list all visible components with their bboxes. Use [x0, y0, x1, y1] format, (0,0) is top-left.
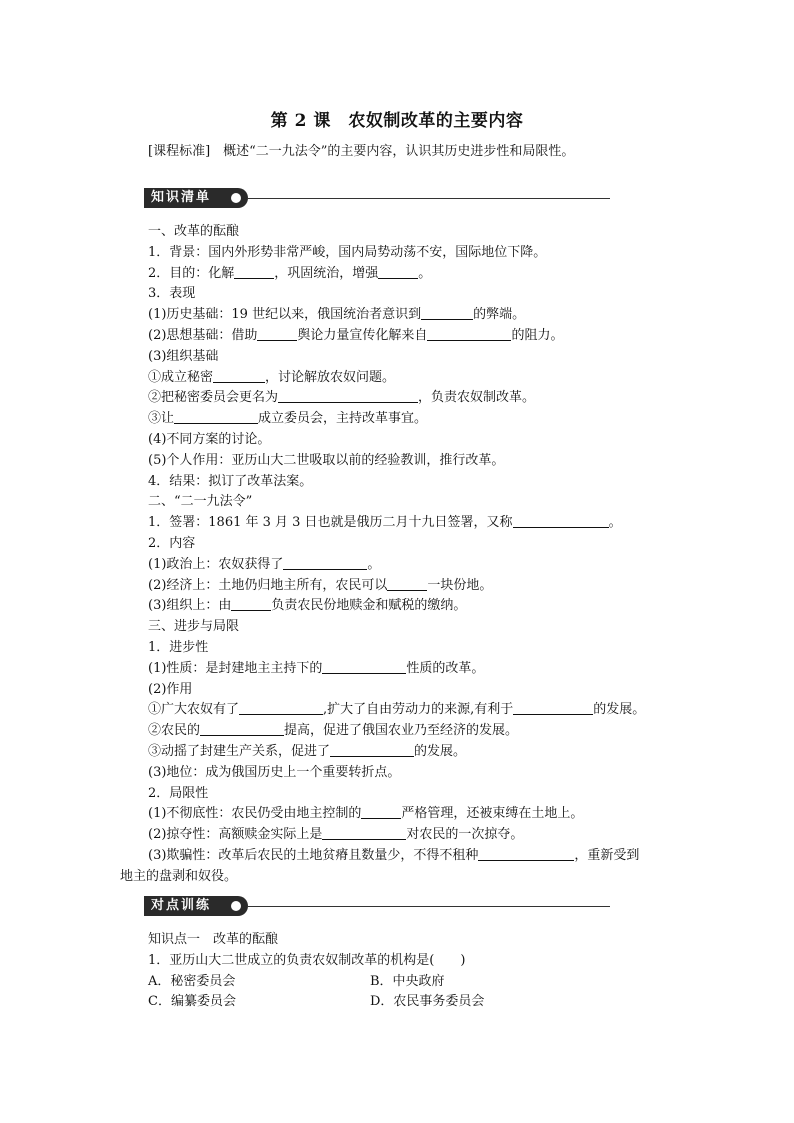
text-line [148, 513, 688, 534]
banner-label: 知识清单 [151, 190, 212, 205]
text-line [120, 867, 688, 888]
dot-icon [231, 193, 241, 203]
text-line [148, 409, 688, 430]
line-text: 负责农民份地赎金和赋税的缴纳。 [271, 598, 467, 614]
page-title: 第 2 课 农奴制改革的主要内容 [270, 111, 524, 131]
fill-in-blank[interactable] [322, 659, 406, 674]
fill-in-blank[interactable] [322, 825, 406, 840]
knowledge-list [120, 222, 688, 888]
line-text: 1．背景：国内外形势非常严峻，国内局势动荡不安，国际地位下降。 [148, 244, 547, 260]
text-line [148, 305, 688, 326]
practice-section [148, 930, 688, 1013]
line-text: (2)掠夺性：高额赎金实际上是 [148, 827, 323, 843]
fill-in-blank[interactable] [234, 264, 274, 279]
text-line [148, 430, 688, 451]
text-line [148, 264, 688, 285]
line-text: ，重新受到 [574, 847, 640, 863]
line-text: ③让 [148, 411, 175, 427]
text-line [148, 742, 688, 763]
line-text: ①成立秘密 [148, 369, 214, 385]
text-line [148, 784, 688, 805]
line-text: ②把秘密委员会更名为 [148, 390, 279, 406]
text-line [148, 825, 688, 846]
line-text: (3)地位：成为俄国历史上一个重要转折点。 [148, 764, 401, 780]
line-text: ①广大农奴有了 [148, 702, 240, 718]
line-text: ,扩大了自由劳动力的来源,有利于 [323, 702, 514, 718]
text-line [148, 596, 688, 617]
line-text: 。 [418, 265, 432, 281]
fill-in-blank[interactable] [421, 305, 473, 320]
options-row [148, 972, 688, 993]
line-text: 2．目的：化解 [148, 265, 235, 281]
option-c[interactable]: C．编纂委员会 [148, 994, 236, 1010]
text-line [148, 700, 688, 721]
line-text: 2．内容 [148, 535, 196, 551]
line-text: 1．进步性 [148, 639, 209, 655]
divider [248, 198, 610, 199]
fill-in-blank[interactable] [330, 742, 414, 757]
line-text: 的发展。 [593, 702, 646, 718]
line-text: ②农民的 [148, 723, 201, 739]
text-line [148, 472, 688, 493]
question-stem: 1．亚历山大二世成立的负责农奴制改革的机构是( ) [148, 952, 466, 968]
line-text: (1)性质：是封建地主主持下的 [148, 660, 323, 676]
line-text: 对农民的一次掠夺。 [406, 827, 524, 843]
line-text: 的发展。 [414, 743, 467, 759]
fill-in-blank[interactable] [283, 555, 367, 570]
line-text: 一块份地。 [427, 577, 493, 593]
fill-in-blank[interactable] [200, 721, 284, 736]
text-line [148, 576, 688, 597]
line-text: (2)作用 [148, 681, 193, 697]
text-line [148, 763, 688, 784]
line-text: (3)欺骗性：改革后农民的土地贫瘠且数量少，不得不租种 [148, 847, 479, 863]
text-line [148, 555, 688, 576]
text-line [148, 492, 688, 513]
fill-in-blank[interactable] [378, 264, 418, 279]
text-line [148, 804, 688, 825]
text-line [148, 659, 688, 680]
line-text: 一、改革的酝酿 [148, 224, 240, 239]
text-line [148, 368, 688, 389]
text-line [148, 284, 688, 305]
fill-in-blank[interactable] [513, 513, 609, 528]
text-line [148, 680, 688, 701]
fill-in-blank[interactable] [387, 576, 427, 591]
line-text: 舆论力量宣传化解来自 [297, 327, 428, 343]
option-b[interactable]: B．中央政府 [370, 973, 445, 989]
fill-in-blank[interactable] [361, 804, 401, 819]
line-text: 严格管理，还被束缚在土地上。 [401, 806, 584, 822]
line-text: 1．签署：1861 年 3 月 3 日也就是俄历二月十九日签署，又称 [148, 515, 513, 531]
line-text: 提高，促进了俄国农业乃至经济的发展。 [284, 723, 519, 739]
line-text: ，巩固统治，增强 [274, 265, 379, 281]
line-text: (4)不同方案的讨论。 [148, 431, 271, 447]
text-line [148, 617, 688, 638]
fill-in-blank[interactable] [427, 326, 511, 341]
line-text: (5)个人作用：亚历山大二世吸取以前的经验教训，推行改革。 [148, 452, 505, 468]
course-standard: [课程标准] 概述“二一九法令”的主要内容，认识其历史进步性和局限性。 [148, 144, 575, 159]
text-line [148, 638, 688, 659]
line-text: (2)思想基础：借助 [148, 327, 258, 343]
dot-icon [231, 901, 241, 911]
line-text: 。 [608, 515, 622, 531]
line-text: 。 [367, 556, 381, 572]
text-line [148, 721, 688, 742]
line-text: (1)政治上：农奴获得了 [148, 556, 284, 572]
fill-in-blank[interactable] [239, 700, 323, 715]
fill-in-blank[interactable] [231, 596, 271, 611]
options-row [148, 992, 688, 1013]
text-line [148, 222, 688, 243]
line-text: 性质的改革。 [406, 660, 485, 676]
text-line [148, 451, 688, 472]
fill-in-blank[interactable] [278, 388, 418, 403]
option-a[interactable]: A．秘密委员会 [148, 973, 236, 989]
text-line [148, 326, 688, 347]
line-text: ，负责农奴制改革。 [418, 390, 536, 406]
line-text: 地主的盘剥和奴役。 [120, 868, 238, 884]
line-text: 三、进步与局限 [148, 619, 240, 635]
line-text: 成立委员会，主持改革事宜。 [258, 411, 428, 427]
option-d[interactable]: D．农民事务委员会 [370, 994, 485, 1010]
fill-in-blank[interactable] [257, 326, 297, 341]
line-text: 二、“二一九法令” [148, 494, 253, 510]
fill-in-blank[interactable] [513, 700, 593, 715]
line-text: ③动摇了封建生产关系，促进了 [148, 743, 331, 759]
line-text: (3)组织上：由 [148, 598, 232, 614]
text-line [148, 846, 688, 867]
text-line [148, 534, 688, 555]
fill-in-blank[interactable] [478, 846, 574, 861]
line-text: (1)历史基础：19 世纪以来，俄国统治者意识到 [148, 307, 422, 323]
line-text: (2)经济上：土地仍归地主所有，农民可以 [148, 577, 388, 593]
text-line [148, 388, 688, 409]
text-line [148, 243, 688, 264]
divider [248, 906, 610, 907]
knowledge-point-heading: 知识点一 改革的酝酿 [148, 932, 279, 947]
line-text: 2．局限性 [148, 785, 209, 801]
fill-in-blank[interactable] [174, 409, 258, 424]
line-text: (1)不彻底性：农民仍受由地主控制的 [148, 806, 362, 822]
line-text: 的弊端。 [473, 307, 526, 323]
line-text: (3)组织基础 [148, 348, 219, 364]
line-text: 3．表现 [148, 286, 196, 302]
banner-label: 对点训练 [151, 898, 212, 913]
line-text: ，讨论解放农奴问题。 [265, 369, 396, 385]
line-text: 的阻力。 [511, 327, 564, 343]
text-line [148, 347, 688, 368]
line-text: 4．结果：拟订了改革法案。 [148, 473, 313, 489]
fill-in-blank[interactable] [213, 368, 265, 383]
